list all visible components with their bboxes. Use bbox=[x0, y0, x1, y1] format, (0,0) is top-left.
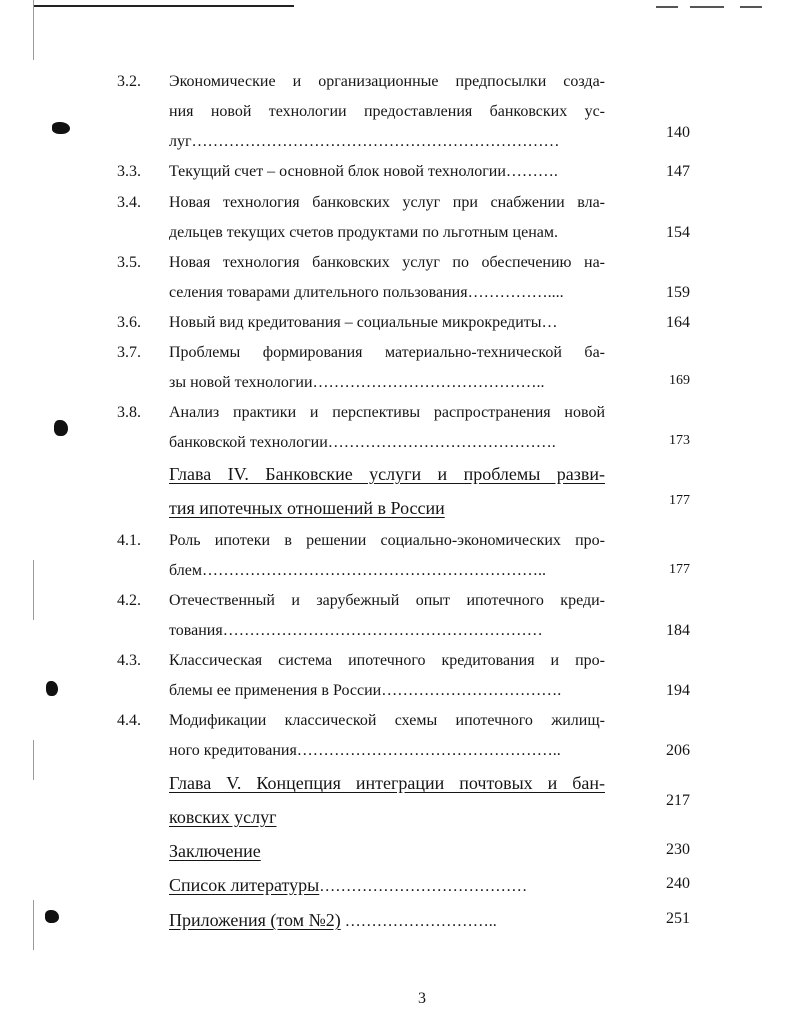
chapter-title: Заключение bbox=[169, 841, 261, 861]
section-number: 4.2. bbox=[117, 592, 141, 609]
page-ref: 140 bbox=[666, 124, 690, 141]
entry-title: Роль ипотеки в решении социально-экономических про- блем……………………………………………………….. bbox=[169, 532, 605, 579]
page-ref: 154 bbox=[666, 224, 690, 241]
scan-dash bbox=[656, 6, 678, 8]
scan-edge bbox=[33, 740, 34, 780]
page-ref: 173 bbox=[669, 433, 690, 448]
entry-title: Отечественный и зарубежный опыт ипотечного креди- тования…………………………………………………… bbox=[169, 592, 605, 639]
page-ref: 184 bbox=[666, 622, 690, 639]
ink-speck bbox=[46, 681, 58, 696]
chapter-title: Список литературы………………………………… bbox=[169, 875, 528, 895]
page-number: 3 bbox=[418, 990, 426, 1007]
section-number: 3.5. bbox=[117, 254, 141, 271]
section-number: 3.4. bbox=[117, 194, 141, 211]
chapter-title: Приложения (том №2) ……………………….. bbox=[169, 910, 497, 930]
section-number: 3.8. bbox=[117, 404, 141, 421]
ink-speck bbox=[54, 420, 68, 436]
section-number: 4.4. bbox=[117, 712, 141, 729]
scan-dash bbox=[690, 6, 724, 8]
chapter-title: Глава IV. Банковские услуги и проблемы разви- тия ипотечных отношений в России bbox=[169, 464, 605, 518]
scan-top-rule bbox=[34, 5, 294, 7]
page-ref: 177 bbox=[669, 493, 690, 508]
entry-title: Классическая система ипотечного кредитования и про- блемы ее применения в России……………………………. bbox=[169, 652, 605, 699]
scan-edge bbox=[33, 0, 34, 60]
section-number: 3.7. bbox=[117, 344, 141, 361]
section-number: 3.6. bbox=[117, 314, 141, 331]
entry-title: Новая технология банковских услуг по обеспечению на- селения товарами длительного пользования…………….... bbox=[169, 254, 605, 301]
page-ref: 147 bbox=[666, 163, 690, 180]
scan-dash bbox=[740, 6, 762, 8]
scan-edge bbox=[33, 560, 34, 620]
ink-speck bbox=[45, 910, 59, 923]
page-ref: 230 bbox=[666, 841, 690, 858]
entry-title: Текущий счет – основной блок новой технологии………. bbox=[169, 163, 558, 180]
page-ref: 217 bbox=[666, 792, 690, 809]
page-ref: 159 bbox=[666, 284, 690, 301]
section-number: 3.2. bbox=[117, 73, 141, 90]
page-ref: 194 bbox=[666, 682, 690, 699]
page-ref: 169 bbox=[669, 373, 690, 388]
scan-edge bbox=[33, 900, 34, 950]
entry-title: Модификации классической схемы ипотечного жилищ- ного кредитования………………………………………….. bbox=[169, 712, 605, 759]
entry-title: Новый вид кредитования – социальные микрокредиты… bbox=[169, 314, 558, 331]
section-number: 3.3. bbox=[117, 163, 141, 180]
ink-speck bbox=[52, 122, 70, 134]
page-ref: 240 bbox=[666, 875, 690, 892]
entry-title: Анализ практики и перспективы распространения новой банковской технологии……………………………………. bbox=[169, 404, 605, 451]
section-number: 4.1. bbox=[117, 532, 141, 549]
chapter-title: Глава V. Концепция интеграции почтовых и бан- ковских услуг bbox=[169, 773, 605, 827]
page-ref: 251 bbox=[666, 910, 690, 927]
page-ref: 206 bbox=[666, 742, 690, 759]
page-ref: 164 bbox=[666, 314, 690, 331]
page-ref: 177 bbox=[669, 562, 690, 577]
entry-title: Проблемы формирования материально-технической ба- зы новой технологии…………………………………….. bbox=[169, 344, 605, 391]
entry-title: Новая технология банковских услуг при снабжении вла- дельцев текущих счетов продуктами по льготным ценам. bbox=[169, 194, 605, 241]
section-number: 4.3. bbox=[117, 652, 141, 669]
entry-title: Экономические и организационные предпосылки созда- ния новой технологии предоставления банковских ус- луг…………………………………………………………… bbox=[169, 73, 605, 150]
